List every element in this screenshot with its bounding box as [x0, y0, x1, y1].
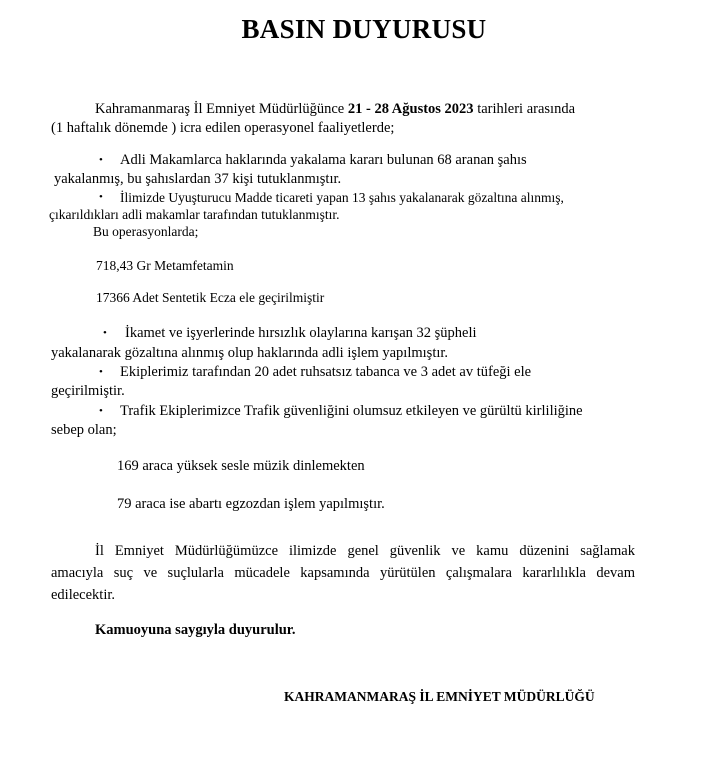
bullet-icon: •	[103, 327, 107, 339]
closing-line-1: İl Emniyet Müdürlüğümüzce ilimizde genel güvenlik ve kamu düzenini sağlamak	[95, 543, 635, 559]
bullet-3-line-2: yakalanarak gözaltına alınmış olup haklarında adli işlem yapılmıştır.	[51, 345, 449, 361]
bullet-icon: •	[99, 191, 103, 203]
traffic-item-1: 169 araca yüksek sesle müzik dinlemekten	[117, 458, 365, 474]
page-title: BASIN DUYURUSU	[241, 14, 487, 44]
intro-text: Kahramanmaraş İl Emniyet Müdürlüğünce	[95, 101, 348, 117]
intro-dates: 21 - 28 Ağustos 2023	[347, 101, 474, 117]
bullet-4-line-1: Ekiplerimiz tarafından 20 adet ruhsatsız tabanca ve 3 adet av tüfeği ele	[120, 364, 532, 380]
bullet-2-line-2: çıkarıldıkları adli makamlar tarafından tutuklanmıştır.	[49, 207, 340, 222]
respect-line: Kamuoyuna saygıyla duyurulur.	[95, 622, 296, 638]
bullet-5-line-1: Trafik Ekiplerimizce Trafik güvenliğini olumsuz etkileyen ve gürültü kirliliğine	[120, 403, 583, 419]
operations-label: Bu operasyonlarda;	[93, 224, 199, 239]
intro-text-end: tarihleri arasında	[473, 101, 576, 117]
seizure-item-1: 718,43 Gr Metamfetamin	[96, 258, 234, 273]
bullet-2-line-1: İlimizde Uyuşturucu Madde ticareti yapan 13 şahıs yakalanarak gözaltına alınmış,	[120, 190, 564, 205]
seizure-item-2: 17366 Adet Sentetik Ecza ele geçirilmiştir	[96, 290, 325, 305]
bullet-1-line-1: Adli Makamlarca haklarında yakalama kararı bulunan 68 aranan şahıs	[120, 152, 527, 168]
intro-line-2: (1 haftalık dönemde ) icra edilen operasyonel faaliyetlerde;	[51, 120, 395, 136]
bullet-3-line-1: İkamet ve işyerlerinde hırsızlık olaylarına karışan 32 şüpheli	[125, 325, 477, 341]
closing-line-3: edilecektir.	[51, 587, 116, 603]
bullet-1-line-2: yakalanmış, bu şahıslardan 37 kişi tutuklanmıştır.	[54, 171, 342, 187]
bullet-icon: •	[99, 154, 103, 166]
bullet-5-line-2: sebep olan;	[51, 422, 117, 438]
bullet-icon: •	[99, 366, 103, 378]
intro-line-1	[95, 101, 575, 118]
closing-line-2: amacıyla suç ve suçlularla mücadele kapsamında yürütülen çalışmalara kararlılıkla devam	[51, 565, 635, 581]
bullet-icon: •	[99, 405, 103, 417]
signature: KAHRAMANMARAŞ İL EMNİYET MÜDÜRLÜĞÜ	[284, 689, 595, 704]
bullet-4-line-2: geçirilmiştir.	[51, 383, 125, 399]
traffic-item-2: 79 araca ise abartı egzozdan işlem yapılmıştır.	[117, 496, 385, 512]
